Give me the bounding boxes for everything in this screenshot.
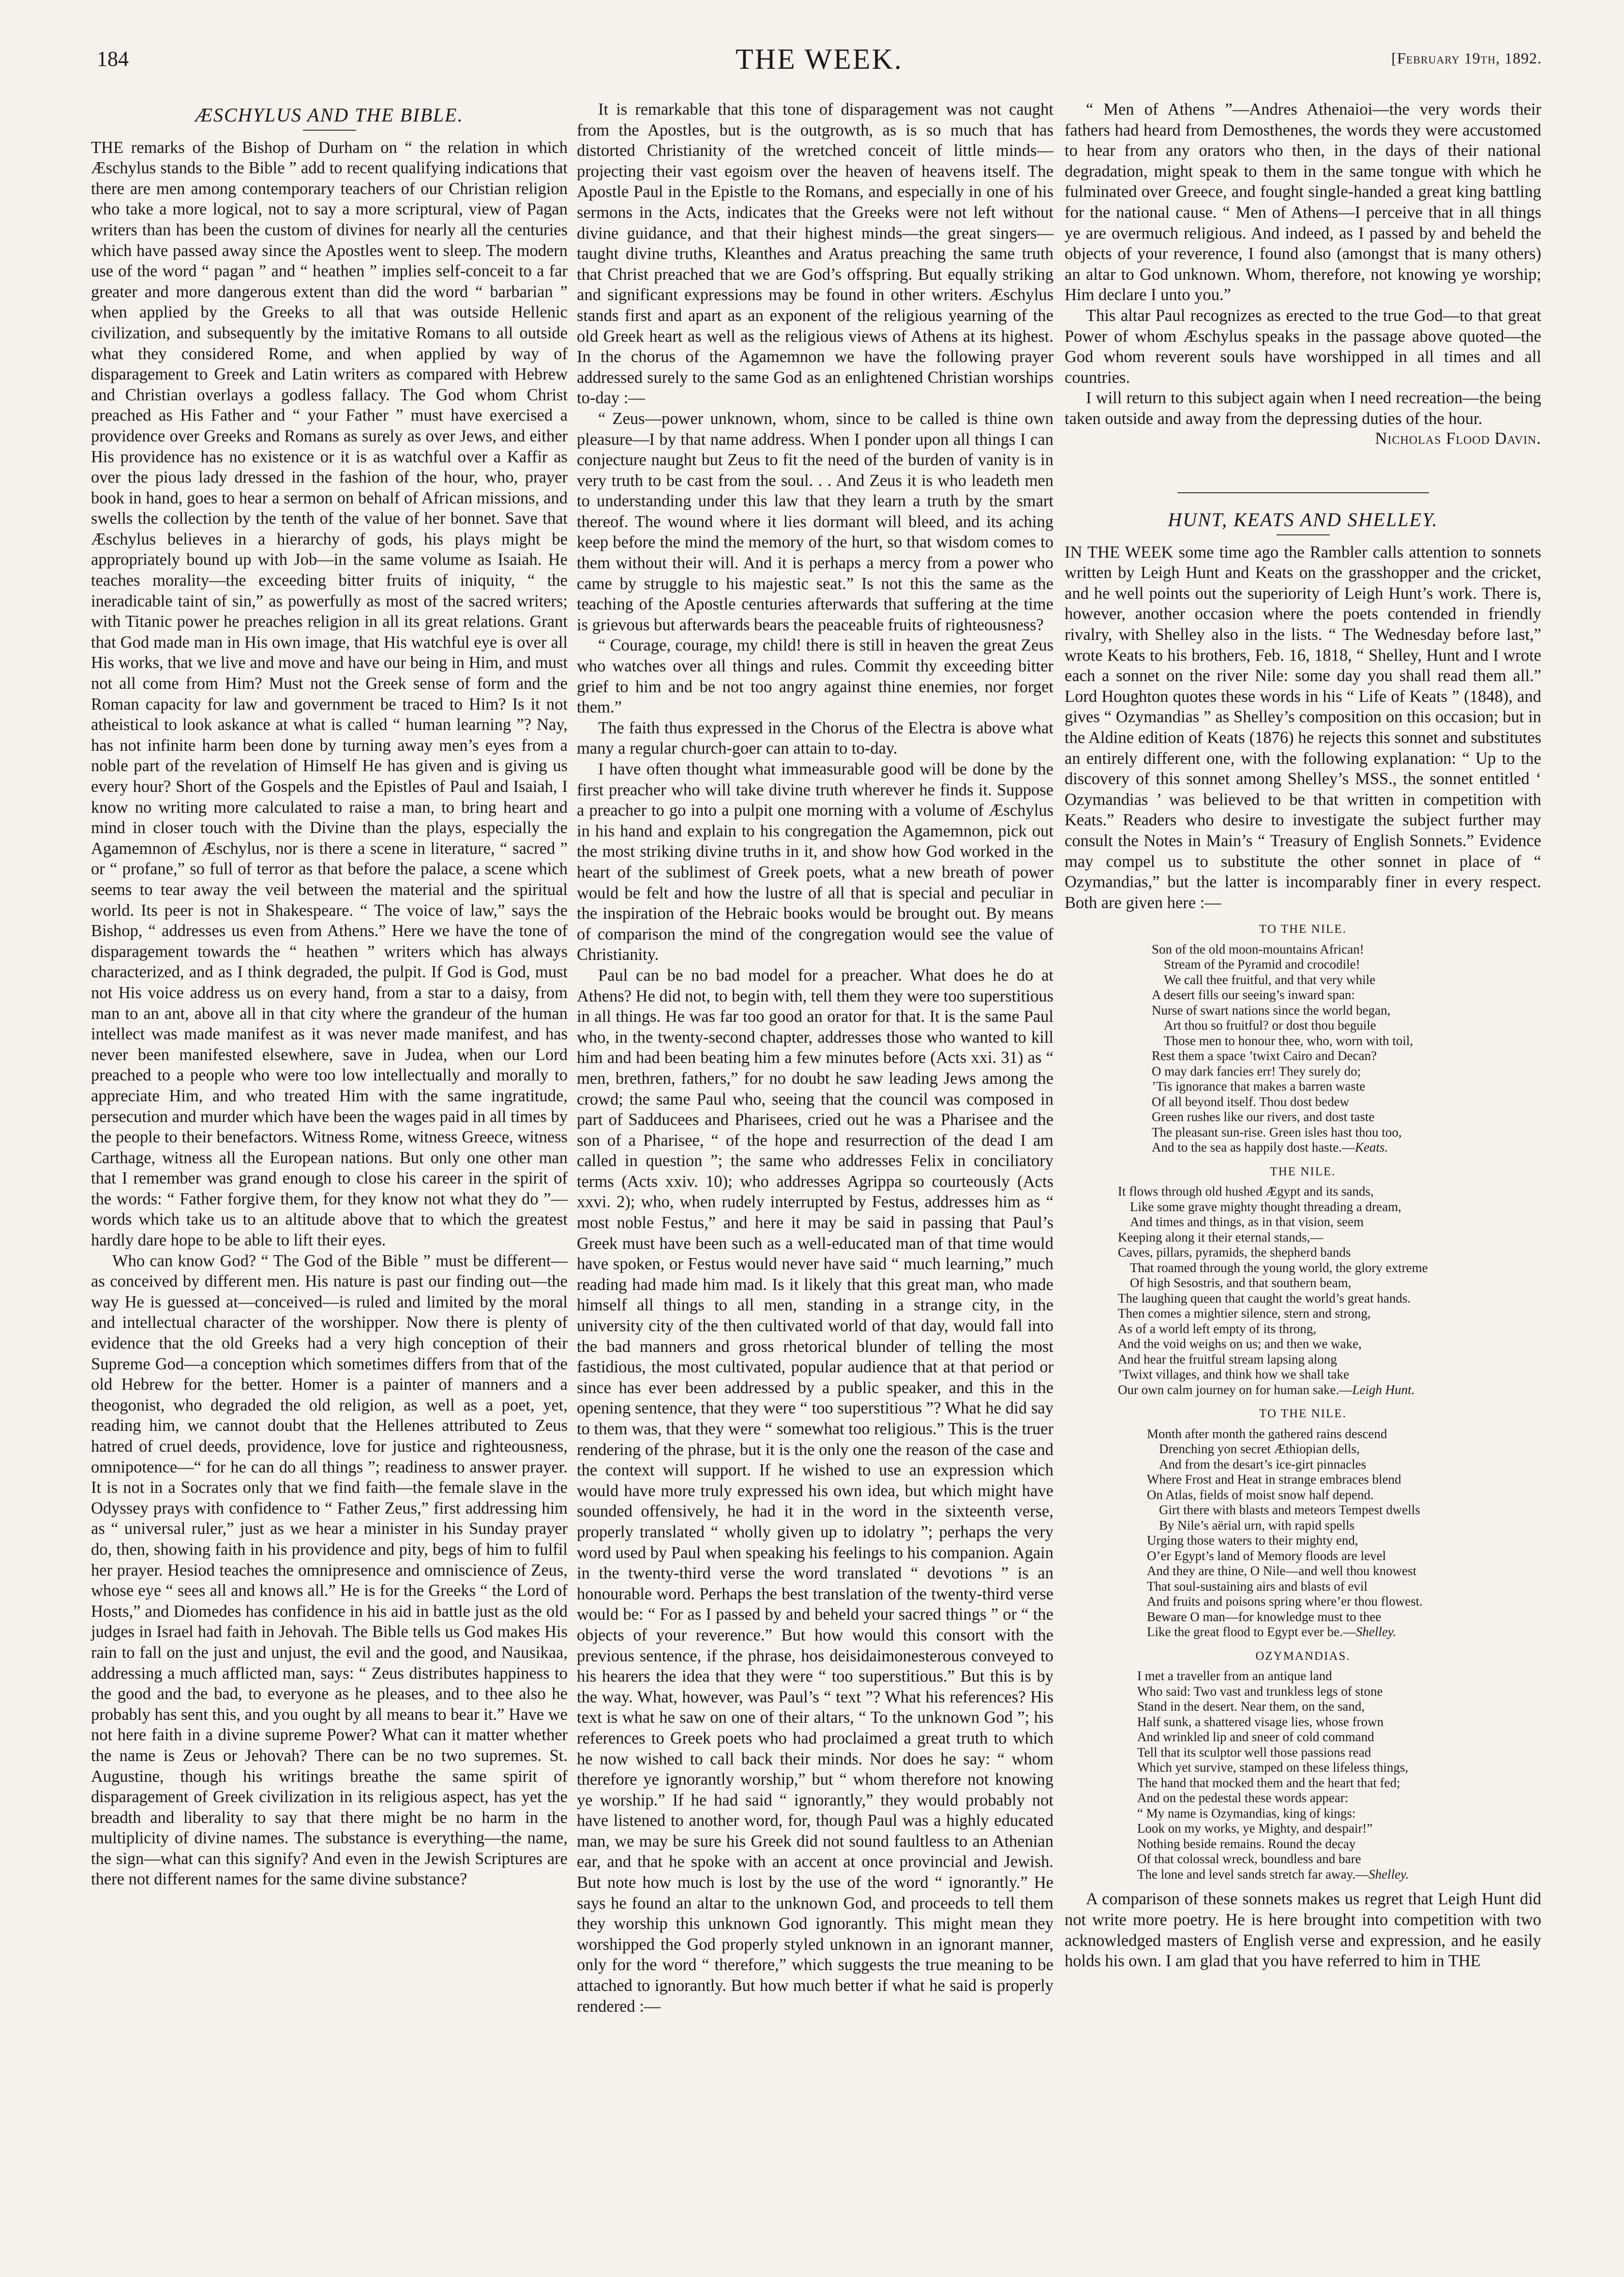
column-3 [1065,99,1541,1972]
poem-line: By Nile’s aërial urn, with rapid spells [1159,1518,1355,1533]
poem-line: That roamed through the young world, the glory extreme [1130,1260,1428,1275]
poem-line: And on the pedestal these words appear: [1137,1791,1349,1806]
poem [1065,1649,1541,1882]
poem-line: It flows through old hushed Ægypt and its sands, [1118,1184,1374,1199]
poem-line: As of a world left empty of its throng, [1118,1321,1317,1336]
poem-line: On Atlas, fields of moist snow half depend. [1147,1487,1374,1502]
title-rule [1277,534,1330,535]
poem-author: Shelley. [1368,1867,1409,1882]
poem-line: Which yet survive, stamped on these lifeless things, [1137,1760,1409,1775]
article-title-aeschylus: ÆSCHYLUS AND THE BIBLE. [195,104,464,126]
poem-line: The lone and level sands stretch far away.—Shelley. [1137,1867,1409,1882]
poem-line: Of that colossal wreck, boundless and bare [1137,1852,1361,1867]
poem-line: And times and things, as in that vision, seem [1130,1214,1364,1230]
poem [1065,1406,1541,1640]
poem-line: Nothing beside remains. Round the decay [1137,1836,1356,1851]
article-separator [1177,492,1429,493]
poem [1065,1164,1541,1398]
poem-line: I met a traveller from an antique land [1137,1669,1332,1684]
page-header [97,43,1542,85]
poem-line: And they are thine, O Nile—and well thou knowest [1147,1564,1417,1579]
article-paragraph: THE remarks of the Bishop of Durham on “ the relation in which Æschylus stands to the Bible ” add to recent qualifying indications that there are men among contemporary teachers of our Christian religion who take a more logical, not to say a more scriptural, view of Pagan writers than has been the custom of divines for nearly all the centuries which have passed away since the Apostles went to sleep. The modern use of the word “ pagan ” and “ heathen ” implies self-conceit to a far greater and more dangerous extent than did the word “ barbarian ” when applied by the Greeks to all that was outside Hellenic civilization, and subsequently by the imitative Romans to all outside what they considered Rome, and when applied by way of disparagement to Greek and Latin writers as compared with Hebrew and Christian overlays a godless fallacy. The God whom Christ preached as His Father and “ your Father ” must have exercised a providence over Greeks and Romans as surely as over Jews, and either His providence has no existence or it is as watchful over a Kaffir as over the pious lady dressed in the fashion of the hour, who, prayer book in hand, goes to hear a sermon on behalf of African missions, and swells the collection by the tenth of the value of her bonnet. Save that Æschylus believes in a hierarchy of gods, his plays might be appropriately bound up with Job—in the same volume as Isaiah. He teaches morality—the exceeding bitter fruits of iniquity, “ the ineradicable taint of sin,” as powerfully as most of the sacred writers; with Titanic power he preaches religion in all its great relations. Grant that God made man in His own image, that His watchful eye is over all His works, that we live and move and have our being in Him, and must not all come from Him? Must not the Greek sense of form and the Roman capacity for law and government be traced to Him? Is it not atheistical to look askance at what is called “ human learning ”? Nay, has not infinite harm been done by turning away men’s eyes from a noble part of the revelation of Himself He has given and is giving us every hour? Short of the Gospels and the Epistles of Paul and Isaiah, I know no writing more calculated to raise a man, to bring heart and mind in closer touch with the Divine than the plays, especially the Agamemnon of Æschylus, nor is there a scene in literature, “ sacred ” or “ profane,” so full of terror as that before the palace, a scene which seems to tear away the veil between the material and the spiritual world. Its peer is not in Shakespeare. “ The voice of law,” says the Bishop, “ addresses us even from Athens.” Here we have the tone of disparagement towards the “ heathen ” writers which has always characterized, and as I think degraded, the pulpit. If God is God, must not His voice address us on every hand, from a star to a daisy, from man to an ant, above all in that city where the grandeur of the human intellect was made manifest as it was never made manifest, and has never been manifested elsewhere, save in Judea, when our Lord preached to a people who were too low intellectually and morally to appreciate Him, and who treated Him with the same ingratitude, persecution and murder which have been the wages paid in all times by the people to their benefactors. Witness Rome, witness Greece, witness Carthage, witness all the European nations. But only one other man that I remember was grand enough to close his career in the spirit of the words: “ Father forgive them, for they know not what they do ”—words which take us to an altitude above that to which the greatest hardly dare hope to be able to lift their eyes. [91,138,568,1250]
poem-line: Caves, pillars, pyramids, the shepherd bands [1118,1245,1351,1260]
poem-title: TO THE NILE. [1259,923,1347,936]
poem-line: ’Twixt villages, and think how we shall take [1118,1367,1350,1382]
poem-line: Beware O man—for knowledge must to thee [1147,1609,1382,1624]
article-paragraph: IN THE WEEK some time ago the Rambler calls attention to sonnets written by Leigh Hunt and Keats on the grasshopper and the cricket, and he well points out the superiority of Leigh Hunt’s work. There is, however, another occasion where the poets contended in friendly rivalry, with Shelley also in the lists. “ The Wednesday before last,” wrote Keats to his brothers, Feb. 16, 1818, “ Shelley, Hunt and I wrote each a sonnet on the river Nile: some day you shall read them all.” Lord Houghton quotes these words in his “ Life of Keats ” (1848), and gives “ Ozymandias ” as Shelley’s composition on this occasion; but in the Aldine edition of Keats (1876) he rejects this sonnet and substitutes an entirely different one, with the following explanation: “ Up to the discovery of this sonnet among Shelley’s MSS., the sonnet entitled ‘ Ozymandias ’ was believed to be that written in competition with Keats.” Readers who desire to investigate the subject further may consult the Notes in Main’s “ Treasury of English Sonnets.” Evidence may compel us to substitute the other sonnet in place of “ Ozymandias,” but the latter is incomparably finer in every respect. Both are given here :— [1065,543,1541,912]
poem-line: Girt there with blasts and meteors Tempest dwells [1159,1503,1420,1518]
poem-line: And from the desart’s ice-girt pinnacles [1159,1457,1367,1472]
article-paragraph: A comparison of these sonnets makes us regret that Leigh Hunt did not write more poetry. He is here brought into competition with two acknowledged masters of English verse and expression, and he easily holds his own. I am glad that you have referred to him in THE [1065,1890,1541,1971]
article-paragraph: I will return to this subject again when I need recreation—the being taken outside and away from the depressing duties of the hour. [1065,389,1541,428]
poem-line: Look on my works, ye Mighty, and despair!” [1137,1821,1373,1836]
poem-line: That soul-sustaining airs and blasts of evil [1147,1579,1368,1594]
poem-line: ’Tis ignorance that makes a barren waste [1152,1079,1366,1094]
poem-line: Then comes a mightier silence, stern and strong, [1118,1306,1371,1321]
quotation-paragraph: “ Zeus—power unknown, whom, since to be called is thine own pleasure—I by that name address. When I ponder upon all things I can conjecture naught but Zeus to fit the need of the burden of vanity is in very truth to be cast from the soul. . . And Zeus it is who leadeth men to understanding under this law that they learn a truth by the smart thereof. The wound where it lies dormant will bleed, and its aching keep before the mind the memory of the hurt, so that wisdom comes to them without their will. And it is perhaps a mercy from a power who came by struggle to his majestic seat.” Is not this the same as the teaching of the Apostle centuries afterwards that suffering at the time is grievous but afterwards bears the peaceable fruits of righteousness? [577,409,1053,634]
poem-line: Green rushes like our rivers, and dost taste [1152,1109,1375,1124]
article-paragraph: Who can know God? “ The God of the Bible ” must be different—as conceived by different men. His nature is past our finding out—the way He is guessed at—conceived—is ruled and limited by the moral and intellectual character of the worshipper. Now there is plenty of evidence that the old Greeks had a very high conception of their Supreme God—a conception which sometimes differs from that of the old Hebrew for the better. Homer is a painter of manners and a theogonist, who degraded the old religion, as well as a poet, yet, reading him, we cannot doubt that the Hellenes attributed to Zeus hatred of cruel deeds, providence, love for justice and righteousness, omnipotence—“ for he can do all things ”; readiness to answer prayer. It is not in a Socrates only that we find faith—the female slave in the Odyssey prays with confidence to “ Father Zeus,” first addressing him as “ universal ruler,” just as we hear a minister in his Sunday prayer do, then, showing faith in his providence and pity, begs of him to fulfil her prayer. Hesiod teaches the omnipresence and omniscience of Zeus, whose eye “ sees all and knows all.” He is for the Greeks “ the Lord of Hosts,” and Diomedes has confidence in his aid in battle just as the old judges in Israel had faith in Jehovah. The Bible tells us God makes His rain to fall on the just and unjust, the evil and the good, and Nausikaa, addressing a much afflicted man, says: “ Zeus distributes happiness to the good and the bad, to everyone as he pleases, and to thee also he probably has sent this, and you ought by all means to bear it.” Have we not here faith in a divine supreme Power? What can it matter whether the name is Zeus or Jehovah? There can be no two supremes. St. Augustine, though his writings breathe the same spirit of disparagement of Greek civilization in its religious aspect, has yet the breadth and liberality to say that there might be no harm in the multiplicity of divine names. The substance is everything—the name, the sign—what can this signify? And even in the Jewish Scriptures are there not different names for the same divine substance? [91,1251,568,1889]
poem-line: And hear the fruitful stream lapsing along [1118,1351,1337,1366]
poem-author: Leigh Hunt. [1352,1382,1415,1397]
poem-line: A desert fills our seeing’s inward span: [1152,987,1355,1002]
article-paragraph: Paul can be no bad model for a preacher. What does he do at Athens? He did not, to begin with, tell them they were too superstitious in all things. He was far too good an orator for that. It is the same Paul who, in the twenty-second chapter, addresses those who wanted to kill him and had been beating him a few minutes before (Acts xxi. 31) as “ men, brethren, fathers,” for no doubt he saw leading Jews among the crowd; the same Paul who, seeing that the council was composed in part of Sadducees and Pharisees, cried out he was a Pharisee and the son of a Pharisee, “ of the hope and resurrection of the dead I am called in question ”; the same who addresses Felix in conciliatory terms (Acts xxiv. 10); who addresses Agrippa so courteously (Acts xxvi. 2); who, when rudely interrupted by Festus, addresses him as “ most noble Festus,” and here it may be said in passing that Paul’s Greek must have been such as a well-educated man of that time would have spoken, or Festus would never have said “ much learning,” much reading had made him mad. Is it likely that this great man, who made himself all things to all men, standing in a strange city, in the university city of the then cultivated world of that day, would fall into the bad manners and gross rhetorical blunder of telling the most fastidious, the most cultivated, popular audience that at that period or since has ever been addressed by a public speaker, and this in the opening sentence, that they were “ too superstitious ”? What he did say to them was, that they were “ somewhat too religious.” This is the truer rendering of the phrase, but it is the only one the reason of the case and the context will support. If he wished to use an expression which would have more truly expressed his own idea, but which might have sounded offensively, he had it in the word in the sixteenth verse, properly translated “ wholly given up to idolatry ”; perhaps the very word used by Paul when speaking his feelings to his companion. Again in the twenty-third verse the word translated “ devotions ” is an honourable word. Perhaps the best translation of the twenty-third verse would be: “ For as I passed by and beheld your sacred things ” or “ the objects of your reverence.” But how would this consort with the previous sentence, if the phrase, hos deisidaimonesterous conveyed to his hearers the idea that they were “ too superstitious.” But this is by the way. What, however, was Paul’s “ text ”? What his references? His text is what he saw on one of their altars, “ To the unknown God ”; his references to Greek poets who had proclaimed a great truth to which he now wished to call back their minds. Nor does he say: “ whom therefore ye ignorantly worship,” but “ whom therefore not knowing ye worship.” If he had said “ ignorantly,” they would probably not have listened to another word, for, though Paul was a highly educated man, we may be sure his Greek did not sound faultless to an Athenian ear, and that he spoke with an accent at once provincial and Jewish. But note how much is lost by the use of the word “ ignorantly.” He says he found an altar to the unknown God, and proceeds to tell them they worship this unknown God ignorantly. This might mean they worshipped the God properly styled unknown in an ignorant manner, only for the word “ therefore,” which suggests the true meaning to be attached to ignorantly. But how much better if what he said is properly rendered :— [577,966,1054,2016]
poem-title: THE NILE. [1270,1165,1336,1178]
poem-line: Of high Sesostris, and that southern beam, [1130,1275,1352,1290]
poem-line: Where Frost and Heat in strange embraces blend [1147,1472,1401,1487]
poem-line: Who said: Two vast and trunkless legs of stone [1137,1684,1383,1699]
poem-line: O may dark fancies err! They surely do; [1152,1063,1361,1078]
article-paragraph: This altar Paul recognizes as erected to the true God—to that great Power of whom Æschylus speaks in the passage above quoted—the God whom reverent souls have worshipped in all times and all countries. [1065,306,1541,387]
poem-line: “ My name is Ozymandias, king of kings: [1137,1806,1356,1821]
article-paragraph: It is remarkable that this tone of disparagement was not caught from the Apostles, but is the outgrowth, as is so much that has distorted Christianity of the wretched conceit of little minds—projecting their vast egoism over the heaven of heavens itself. The Apostle Paul in the Epistle to the Romans, and especially in one of his sermons in the Acts, indicates that the Greeks were not left without divine guidance, and that their highest minds—the great singers—taught divine truths, Kleanthes and Aratus preaching the same truth that Christ preached that we are God’s offspring. But equally striking and significant expressions may be found in other writers. Æschylus stands first and apart as an exponent of the religious yearning of the old Greek heart as well as the religious views of Athens at its highest. In the chorus of the Agamemnon we have the following prayer addressed surely to the same God as an enlightened Christian worships to-day :— [577,100,1053,408]
page-number: 184 [97,47,129,71]
poem-line: Of all beyond itself. Thou dost bedew [1152,1094,1350,1109]
poem-line: Stand in the desert. Near them, on the sand, [1137,1699,1365,1714]
quotation-paragraph: “ Courage, courage, my child! there is still in heaven the great Zeus who watches over all things and rules. Commit thy exceeding bitter grief to him and be not too angry against thine enemies, nor forget them.” [577,636,1053,717]
issue-date: [February 19th, 1892. [1391,49,1542,67]
poem-line: Stream of the Pyramid and crocodile! [1164,957,1360,972]
poem-line: And wrinkled lip and sneer of cold command [1137,1730,1374,1745]
poem-title: OZYMANDIAS. [1255,1649,1351,1663]
poem-line: Month after month the gathered rains descend [1147,1426,1387,1441]
poem-line: The pleasant sun-rise. Green isles hast thou too, [1152,1124,1402,1139]
poem-title: TO THE NILE. [1259,1407,1347,1421]
poem-line: We call thee fruitful, and that very while [1164,972,1376,987]
poem [1065,922,1541,1155]
column-1 [91,99,568,1890]
poem-line: Urging those waters to their mighty end, [1147,1533,1358,1548]
poem-line: The laughing queen that caught the world’s great hands. [1118,1290,1411,1305]
poem-line: And fruits and poisons spring where’er thou flowest. [1147,1594,1423,1609]
poem-line: And the void weighs on us; and then we wake, [1118,1336,1362,1351]
poem-line: Those men to honour thee, who, worn with toil, [1164,1033,1413,1048]
title-rule [303,130,356,131]
poem-line: The hand that mocked them and the heart that fed; [1137,1775,1400,1790]
article-title-hunt-keats-shelley: HUNT, KEATS AND SHELLEY. [1168,509,1438,531]
article-paragraph: “ Men of Athens ”—Andres Athenaioi—the very words their fathers had heard from Demosthenes, the words they were accustomed to hear from any orators who then, in the days of their national degradation, might speak to them in the same tongue with which he fulminated over Greece, and fought single-handed a great king battling for the national cause. “ Men of Athens—I perceive that in all things ye are overmuch religious. And indeed, as I passed by and beheld the objects of your reverence, I found also (amongst that is many others) an altar to God unknown. Whom, therefore, not knowing ye worship; Him declare I unto you.” [1065,100,1541,304]
poem-line: Like some grave mighty thought threading a dream, [1130,1199,1401,1214]
poem-line: Our own calm journey on for human sake.—Leigh Hunt. [1118,1382,1415,1397]
poem-line: O’er Egypt’s land of Memory floods are level [1147,1548,1386,1563]
publication-title: THE WEEK. [736,43,903,75]
poem-line: Drenching yon secret Æthiopian dells, [1159,1442,1360,1457]
column-2 [577,99,1053,2017]
poem-author: Keats. [1354,1140,1388,1155]
author-signature: Nicholas Flood Davin. [1375,429,1541,448]
poem-line: Half sunk, a shattered visage lies, whose frown [1137,1714,1384,1729]
article-paragraph: The faith thus expressed in the Chorus of the Electra is above what many a regular church-goer can attain to to-day. [577,718,1053,758]
poem-line: Tell that its sculptor well those passions read [1137,1745,1371,1760]
poem-line: Rest them a space ’twixt Cairo and Decan? [1152,1048,1377,1063]
poem-line: Keeping along it their eternal stands,— [1118,1230,1323,1245]
poem-line: Like the great flood to Egypt ever be.—Shelley. [1147,1624,1397,1639]
poem-line: Art thou so fruitful? or dost thou beguile [1164,1018,1376,1033]
poem-line: Son of the old moon-mountains African! [1152,941,1364,956]
article-paragraph: I have often thought what immeasurable good will be done by the first preacher who will take divine truth wherever he finds it. Suppose a preacher to go into a pulpit one morning with a volume of Æschylus in his hand and explain to his congregation the Agamemnon, pick out the most striking divine truths in it, and show how God worked in the heart of the sublimest of Greek poets, what a new breath of power would be felt and how the lustre of all that is special and peculiar in the inspiration of the Hebraic books would be brought out. By means of comparison the mind of the congregation would see the value of Christianity. [577,760,1053,964]
poem-author: Shelley. [1355,1624,1397,1639]
poem-line: Nurse of swart nations since the world began, [1152,1002,1391,1017]
poem-line: And to the sea as happily dost haste.—Keats. [1152,1140,1388,1155]
